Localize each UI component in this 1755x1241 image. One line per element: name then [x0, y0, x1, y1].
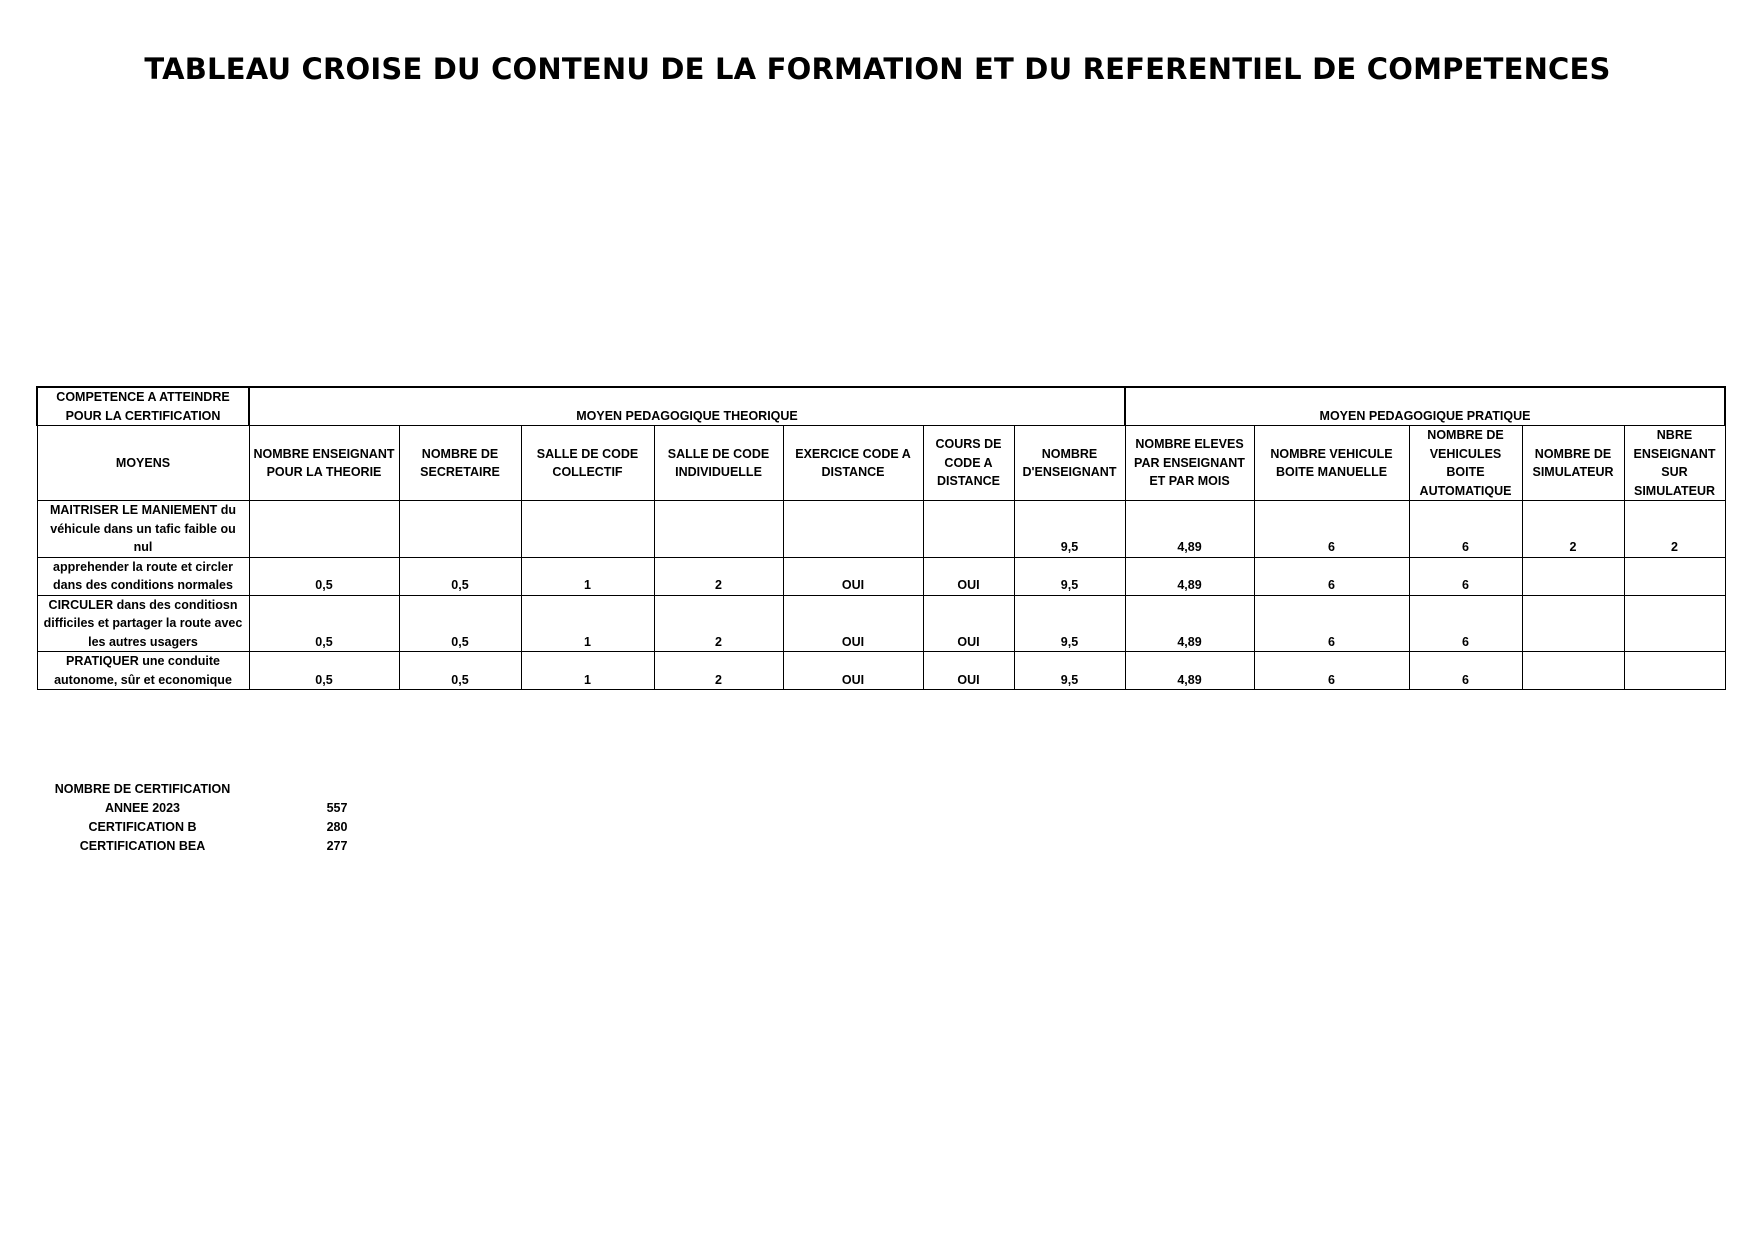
table-cell: 6 [1254, 595, 1409, 652]
table-cell: 4,89 [1125, 557, 1254, 595]
table-cell: 6 [1409, 652, 1522, 690]
certification-label: ANNEE 2023 [104, 801, 181, 815]
table-cell: 9,5 [1014, 652, 1125, 690]
competence-label: PRATIQUER une conduite autonome, sûr et economique [37, 652, 249, 690]
page-title: TABLEAU CROISE DU CONTENU DE LA FORMATION ET DU REFERENTIEL DE COMPETENCES [144, 52, 1611, 86]
certification-label: CERTIFICATION BEA [79, 839, 206, 853]
table-cell [1522, 595, 1624, 652]
column-header: NOMBRE DE SIMULATEUR [1522, 426, 1624, 501]
table-cell: OUI [783, 595, 923, 652]
table-cell [1522, 557, 1624, 595]
column-header-row [37, 426, 1725, 501]
column-header: SALLE DE CODE INDIVIDUELLE [654, 426, 783, 501]
competence-label: CIRCULER dans des conditiosn difficiles et partager la route avec les autres usagers [37, 595, 249, 652]
table-cell [249, 501, 399, 558]
table-row [37, 557, 1725, 595]
certification-value: 557 [326, 801, 348, 815]
table-cell [1624, 595, 1725, 652]
column-header: COURS DE CODE A DISTANCE [923, 426, 1014, 501]
table-cell: 9,5 [1014, 595, 1125, 652]
table-cell: OUI [923, 595, 1014, 652]
table-cell: 6 [1254, 557, 1409, 595]
column-header: NOMBRE DE SECRETAIRE [399, 426, 521, 501]
column-header: NOMBRE DE VEHICULES BOITE AUTOMATIQUE [1409, 426, 1522, 501]
table-cell: 1 [521, 557, 654, 595]
moyens-label: MOYENS [37, 426, 249, 501]
table-cell [521, 501, 654, 558]
table-cell: OUI [783, 652, 923, 690]
table-cell: 2 [1522, 501, 1624, 558]
table-cell [399, 501, 521, 558]
table-cell: 1 [521, 652, 654, 690]
corner-label: COMPETENCE A ATTEINDRE POUR LA CERTIFICATION [37, 387, 249, 426]
competence-label: apprehender la route et circler dans des conditions normales [37, 557, 249, 595]
table-cell: 2 [654, 652, 783, 690]
table-cell: 6 [1409, 501, 1522, 558]
table-cell [1624, 652, 1725, 690]
group-header-pratique: MOYEN PEDAGOGIQUE PRATIQUE [1125, 387, 1725, 426]
table-cell [1624, 557, 1725, 595]
table-cell [1522, 652, 1624, 690]
table-cell: 9,5 [1014, 557, 1125, 595]
column-header: SALLE DE CODE COLLECTIF [521, 426, 654, 501]
competence-matrix-table [36, 386, 1726, 690]
table-cell: 4,89 [1125, 652, 1254, 690]
competence-label: MAITRISER LE MANIEMENT du véhicule dans un tafic faible ou nul [37, 501, 249, 558]
table-cell: 6 [1254, 501, 1409, 558]
certification-value: 277 [326, 839, 348, 853]
table-cell: 2 [654, 595, 783, 652]
table-cell: 6 [1254, 652, 1409, 690]
group-header-theorique: MOYEN PEDAGOGIQUE THEORIQUE [249, 387, 1125, 426]
table-cell: 0,5 [399, 652, 521, 690]
table-cell: 9,5 [1014, 501, 1125, 558]
certification-label: CERTIFICATION B [88, 820, 197, 834]
table-row [37, 595, 1725, 652]
group-header-row [37, 387, 1725, 426]
column-header: NOMBRE VEHICULE BOITE MANUELLE [1254, 426, 1409, 501]
table-cell [923, 501, 1014, 558]
table-cell: 4,89 [1125, 501, 1254, 558]
table-row [37, 652, 1725, 690]
table-cell: 0,5 [399, 557, 521, 595]
column-header: NBRE ENSEIGNANT SUR SIMULATEUR [1624, 426, 1725, 501]
table-cell: OUI [923, 557, 1014, 595]
table-cell: 6 [1409, 595, 1522, 652]
table-cell: 2 [1624, 501, 1725, 558]
column-header: NOMBRE ENSEIGNANT POUR LA THEORIE [249, 426, 399, 501]
certification-heading: NOMBRE DE CERTIFICATION [54, 782, 231, 796]
column-header: EXERCICE CODE A DISTANCE [783, 426, 923, 501]
table-cell: 0,5 [249, 595, 399, 652]
table-cell: 1 [521, 595, 654, 652]
column-header: NOMBRE ELEVES PAR ENSEIGNANT ET PAR MOIS [1125, 426, 1254, 501]
table-cell: 4,89 [1125, 595, 1254, 652]
table-cell: 0,5 [399, 595, 521, 652]
table-row [37, 501, 1725, 558]
table-cell [654, 501, 783, 558]
table-cell: 0,5 [249, 652, 399, 690]
table-cell: 6 [1409, 557, 1522, 595]
table-cell: OUI [783, 557, 923, 595]
table-cell: 2 [654, 557, 783, 595]
column-header: NOMBRE D'ENSEIGNANT [1014, 426, 1125, 501]
table-cell: OUI [923, 652, 1014, 690]
table-cell: 0,5 [249, 557, 399, 595]
table-cell [783, 501, 923, 558]
certification-value: 280 [326, 820, 348, 834]
